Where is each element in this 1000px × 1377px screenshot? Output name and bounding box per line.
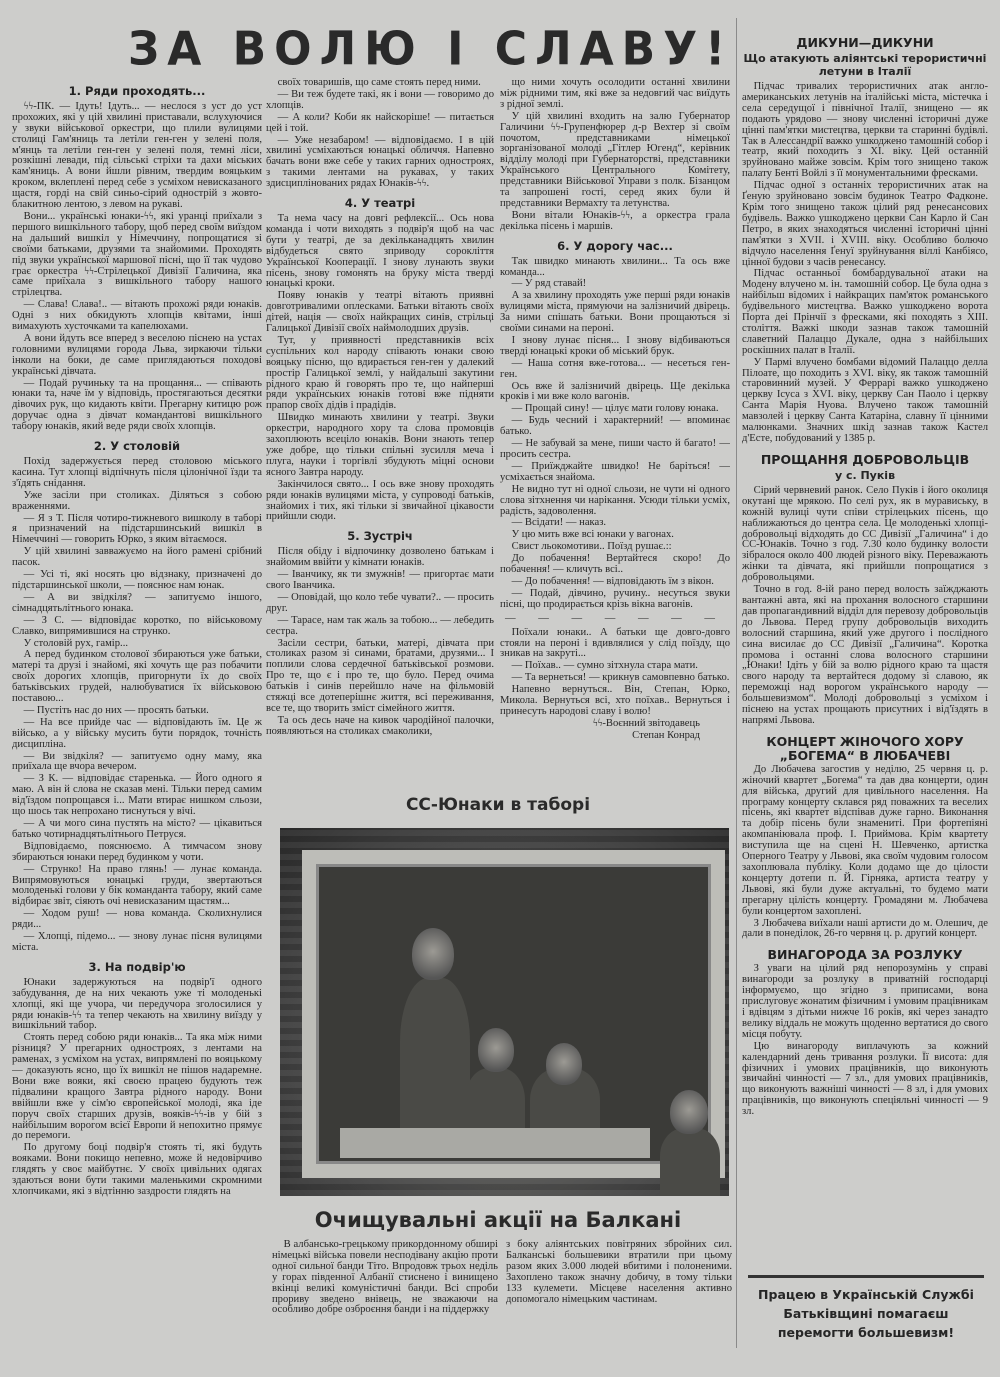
paragraph: В албансько-грецькому прикордонному обширі німецькі війська повели несподівану акцію проти одної сильної банди Тіто. Впродовж трьох неділь у горах південної Албанії стиснено і винищено вкінці великі комуністичні банди. Всі спроби прориву зведено внівець, не зважаючи на особливо добре озброєння банди і на піддержку <box>272 1239 498 1316</box>
paragraph: Похід задержується перед столовою міського касина. Тут хлопці відпічнуть після цілонічної їзди та з'їдять снідання. <box>12 456 262 489</box>
section-heading: 5. Зустріч <box>347 529 413 544</box>
paragraph: Точно в год. 8-ій рано перед волость заїжджають вантажні авта, які на прохання волосного старшини дав пропагандивний відділ для перевозу добровольців до Львова. Перед групу добровольців виходить волосний старшина, який уже другого і послідного сина висилає до СС Дивізії „Галичина“. Коротка промова і останні слова волосного старшини „Юнаки! Ідіть у бій за волю рідного краю та щастя свого народу та вертайтеся додому зі славою, як переможці над ворогом українського народу — большевизмом“. Молоді добровольці з усміхом і піснею на устах прощають присутних і від'їздять в напрямі Львова. <box>742 584 988 726</box>
photo-figure <box>660 1128 720 1196</box>
paragraph: А перед будинком столової збираються уже батьки, матері та друзі і знайомі, які хочуть ще раз побачити своїх дорогих хлопців, пригорнути їх до своїх батьківських грудей, налюбуватися їх військовою поставою... <box>12 649 262 705</box>
paragraph: А за хвилину проходять уже перші ряди юнаків вулицями міста, прямуючи на залізничий двірець. За ними спішать батьки. Вони прощаються зі своїми синами на пероні. <box>500 290 730 335</box>
article-headline: ВИНАГОРОДА ЗА РОЗЛУКУ <box>767 947 963 963</box>
paragraph: — Приїжджайте швидко! Не баріться! — усміхається знайома. <box>500 460 730 483</box>
slogan-divider <box>748 1275 984 1278</box>
paragraph: — До побачення! — відповідають їм з вікон. <box>511 575 714 587</box>
paragraph: — Ви теж будете такі, як і вони — говоримо до хлопців. <box>266 88 494 111</box>
paragraph: — Оповідай, що коло тебе чувати?.. — просить друг. <box>266 591 494 614</box>
article-subheadline: у с. Пуків <box>834 468 896 482</box>
paragraph: Уже засіли при столиках. Діляться з собою враженнями. <box>12 489 262 512</box>
paragraph: А вони йдуть все вперед з веселою піснею на устах головними вулицями города Льва, зиркаючи тільки інколи на боки, де саме приглядаються походові українські дівчата. <box>12 332 262 377</box>
news-photo <box>280 828 729 1196</box>
paragraph: — Ви звідкіля? — запитуємо одну маму, яка приїхала ще вчора вечером. <box>12 750 262 773</box>
paragraph: У цю мить вже всі юнаки у вагонах. <box>511 529 674 541</box>
paragraph: Засіли сестри, батьки, матері, дівчата при столиках разом зі синами, братами, друзями... І поплили слова сердечної батьківської розмови. Про те, що є і про те, що було. Перед очима батьків і синів перейшло наче на фільмовій стяжці все дотеперішнє життя, всі переживання, все те, що творить зміст сімейного життя. <box>266 637 494 714</box>
paragraph: Юнаки задержуються на подвір'ї одного забудування, де на них чекають уже ті молоденькі хлопці, які ще учора, чи передучора зголосилися у ряди юнаків-ϟϟ та тепер чекають на хвилину виїзду у вишкільний табор. <box>12 976 262 1032</box>
balkans-text-right <box>506 1240 732 1305</box>
paragraph: Відповідаємо, пояснюємо. А тимчасом знову збираються юнаки перед будинком у чоти. <box>12 840 262 863</box>
paragraph: З уваги на цілий ряд непорозумінь у справі винагороди за розлуку в приватній господарці інформуємо, що згідно з приписами, вона прислуговує жонатим фізичним і умовим працівникам і вдівцям з дітьми нижче 16 років, які через занадто велику віддаль не можуть щоденно вертатися до свого місця побуту. <box>742 963 988 1040</box>
paragraph: — Я з Т. Після чотиро-тижневого вишколу в таборі я призначений на підстаршинський вишкіл в Німеччині — говорить Юрко, з яким вітаємося. <box>12 512 262 546</box>
paragraph: Поїхали юнаки.. А батьки ще довго-довго стояли на пероні і вдивлялися у слід поїзду, що зникав на закруті... <box>500 626 730 660</box>
paragraph: Стоять перед собою ряди юнаків... Та яка між ними різниця? У прегарних одностроях, з лентами на раменах, з усміхом на устах, випрямлені по вояцькому — доказують ясно, що їх вишкіл не пішов надаремне. Вони вже вояки, які своєю працею будують теж підвалини кращого Завтра рідного народу. Вони ввійшли вже у сім'ю європейської молоді, яка іде поруч своїх старших друзів, вояків-ϟϟ-ів у бій з найбільшим ворогом всієї Европи й непохитно прямує до перемоги. <box>12 1032 262 1142</box>
photo-figure-head <box>546 1043 582 1085</box>
paragraph: Підчас одної з останніх терористичних атак на Ґеную зруйновано зовсім будинок Театро Фадконе. Крім того знищено також цілий ряд ренесансових будівель. Важко ушкоджено церкви Сан Карло й Сан Петро, в яких знаходяться численні історичні цінні пам'ятки з XVII. і XVIII. віку. Особливо болючо відчуло населення Ґенуї зруйнування віллі Канбіясо, цінної будови з часів ренесансу. <box>742 180 988 268</box>
paragraph: — Усі ті, які носять цю відзнаку, призначені до підстаршинської школи, — пояснює нам юнак. <box>12 569 262 591</box>
paragraph: Швидко минають хвилини у театрі. Звуки оркестри, народного хору та слова промовців захоплюють всеціло юнаків. Вони знають тепер уже добре, що тільки спільні зусилля меча і плуга, науки і торгівлі збудують міцні основи ясного Завтра народу. <box>266 412 494 478</box>
paragraph: Ось вже й залізничий двірець. Ще декілька кроків і ми вже коло вагонів. <box>500 380 730 403</box>
paragraph: що ними хочуть осолодити останні хвилини між рідними тим, які вже за недовгий час виїдуть з рідної землі. <box>500 78 730 110</box>
paragraph: — Наша сотня вже-готова... — несеться ген-ген. <box>500 357 730 380</box>
section-heading: 6. У дорогу час... <box>557 238 673 253</box>
paragraph: Сірий червневий ранок. Село Пуків і його околиця окутані ще мрякою. По селі рух, як в муравиську, в кожній вулиці чути співи стрілецьких пісень, що наближаються до центра села. Це молоденькі хлопці-добровольці відходять до СС Дивізії „Галичина“ і до СС-Юнаків. Точно з год. 7.30 коло будинку волости зібралося около 400 людей різного віку. Переважають жінки та дівчата, які прийшли попрощатися з добровольцями. <box>742 484 988 584</box>
paragraph: ϟϟ-ПК. — Ідуть! Ідуть... — неслося з уст до уст прохожих, які у цій хвилині приставали, вслухуючися у звуки військової оркестри, що плили вулицями столиці Гам'яниць та летіли ген-ген у зелені поля, м'янць та летіли ген-ген у зелені поля, темні ліси, розкішні левади, під сільські стріхи та дахи міських кам'яниць. А вони йшли рівним, твердим вояцьким кроком, вклеплені перед себе з усміхом невисказаного щастя, горді на свій синьо-сірий однострій з жовто-блакитною лентою, з левом на рукаві. <box>12 100 262 211</box>
author-signature: ϟϟ-Воєнний звітодавець <box>592 717 700 729</box>
paragraph: Підчас останньої бомбардувальної атаки на Модену влучено м. ін. тамошній собор. Це була одна з найбільш відомих і найкращих пам'яток романського будівельного мистецтва. Важко ушкоджено ворота Порта деі Прінчії з фресками, які походять з XIII. століття. Важкі шкоди зазнав також тамошній славетний Палаццо Дукале, одна з найбільших роскішних палат в Італії. <box>742 268 988 356</box>
column-divider <box>736 18 737 1348</box>
slogan: Працею в Українській Службі Батьківщині помагаєш перемогти большевизм! <box>758 1287 974 1340</box>
paragraph: Та нема часу на довгі рефлексії... Ось нова команда і чоти виходять з подвір'я щоб на час бути у театрі, де за декільканадцять хвилин відбудеться свято зприводу сорокліття Української Кооперації. І знову лунають звуки пісень, знову гомонять на бруку міста тверді юнацькі кроки. <box>266 212 494 290</box>
column-4 <box>742 28 988 1268</box>
paragraph: — З К. — відповідає старенька. — Його одного я маю. А він й слова не сказав мені. Тільки перед самим від'їздом попрощався і... Мати втирає нишком сльози, що шось так непрохано тиснуться у вічі. <box>12 773 262 818</box>
photo-figure <box>400 978 470 1138</box>
paragraph: своїх товаришів, що саме стоять перед ними. <box>277 78 481 88</box>
paragraph: Вони вітали Юнаків-ϟϟ, а оркестра грала декілька пісень і маршів. <box>500 209 730 232</box>
section-heading: 1. Ряди проходять... <box>68 84 206 98</box>
paragraph: Тут, у приявності представників всіх суспільних кол народу співають юнаки свою вояцьку пісню, що вдирається ген-ген у далекий простір Галицької землі, у найдальші закутини рідного краю й говорять про те, що найперші ряди українських юнаків готові вже підняти прапор своїх дідів і прадідів. <box>266 334 494 412</box>
paragraph: Появу юнаків у театрі вітають приявні довготривалими оплесками. Батьки вітають своїх дітей, нація — своїх найкращих синів, стрільці Галицької Дивізії своїх наймолодших друзів. <box>266 290 494 335</box>
section-heading: 3. На подвір'ю <box>88 959 186 974</box>
section-separator: — — — — — — — <box>504 612 726 624</box>
paragraph: — Ходом руш! — нова команда. Сколихнулися ряди... <box>12 908 262 931</box>
paragraph: — Поїхав.. — сумно зітхнула стара мати. <box>511 660 698 672</box>
paragraph: Напевно вернуться.. Він, Степан, Юрко, Микола. Вернуться всі, хто поїхав.. Вернуться і принесуть народові славу і волю! <box>500 684 730 717</box>
column-1 <box>12 78 262 1293</box>
headline-title: ЗА ВОЛЮ І СЛАВУ! <box>128 22 734 77</box>
paragraph: Підчас тривалих терористичних атак англо-американських летунів на італійські міста, містечка і села середущої і північної Італії, знищено — як подають урядово — знову численні історичні дуже цінні пам'ятки мистецтва, церкви та старинні будівлі. Так в Алессандрії важко ушкоджено тамошній собор і театр, який походить з XI. віку. Цей останній зруйновано майже зовсім. Крім того знищено також палату Бенті Войлі з її монументальними фресками. <box>742 81 988 180</box>
paragraph: — Струнко! На право глянь! — лунає команда. Випрямовуються юнацькі груди, звертаються молоденькі голови у бік команданта табору, який саме відбирає звіт, сіяють очі невисказаним щастям... <box>12 863 262 908</box>
photo-figure-head <box>478 1028 514 1072</box>
paragraph: — Всідати! — наказ. <box>511 517 607 529</box>
paragraph: У столовій рух, гамір... <box>23 637 128 649</box>
paragraph: У цій хвилині завважуємо на його рамені срібний пасок. <box>12 546 262 569</box>
paragraph: У Пармі влучено бомбами відомий Палаццо делла Пілоате, що походить з XVI. віку, як також тамошній старовинний музей. У Феррарі важко ушкоджено церкву Ісуса з XVI. віку, церкву Сан Паоло і церкву Санта Марія Нуова. Влучено також тамошній мавзолей і церкву Санта Катаріна, славну її цінними малюнками. Значних шкід зазнав також Кастел д'Есте, побудований у 1385 р. <box>742 356 988 444</box>
paragraph: — У ряд ставай! <box>511 278 587 290</box>
paragraph: — На все прийде час — відповідають їм. Це ж військо, а у війську мусить бути порядок, точність дисципліна. <box>12 716 262 750</box>
paragraph: — Іванчику, як ти змужнів! — пригортає мати свого Іванчика. <box>266 569 494 591</box>
paragraph: Цю винагороду виплачують за кожний календарний день тривання розлуки. Її висота: для фізичних і умових працівників, що виконують звичайні чинності — 7 зл., для умових працівників, що виконують важніші чинності — 8 зл, і для умових працівників, що виконують спеціяльні чинності — 9 зл. <box>742 1040 988 1118</box>
paragraph: До Любачева загостив у неділю, 25 червня ц. р. жіночий квартет „Богема“ та дав два концерти, один для війська, другий для цивільного населення. На програму концерту склався ряд поважних та веселих пісень, які квартет відспівав дуже гарно. Виконання та добір пісень були знамениті. При фортепіяні акомпаніювала проф. І. Приймова. Крім квартету виступила ще на сцені Н. Шевченко, артистка Оперного Театру у Львові, яка своїм чудовим голосом захоплювала публіку. Коли додамо ще до цілости концерту дотепи п. Й. Гірняка, артиста театру у Львові, які були дуже актуальні, то будемо мати прегарну цілість концерту. Громадяни м. Любачева були концертом захоплені. <box>742 763 988 917</box>
author-signature: Степан Конрад <box>632 729 700 741</box>
balkans-headline: Очищувальні акції на Балкані <box>314 1208 682 1232</box>
section-heading: 2. У столовій <box>93 439 181 454</box>
section-heading: 4. У театрі <box>344 196 416 211</box>
paragraph: Вони... українські юнаки-ϟϟ, які уранці приїхали з першого вишкільного табору, щоб перед своїм виїздом на дальший вишкіл у Німеччину, попрощатися зі своїми батьками, друзями та знайомими. Проходять під звуки української маршової пісні, що її так чудово грає оркестра ϟϟ-Стрілецької Дивізії Галичина, яка саме приїхала з вишкільного табору нашого стрілецтва. <box>12 210 262 299</box>
paragraph: — Не забувай за мене, пиши часто й багато! — просить сестра. <box>500 438 730 460</box>
paragraph: — Тарасе, нам так жаль за тобою... — лебедить сестра. <box>266 614 494 637</box>
paragraph: І знову лунає пісня... І знову відбиваються тверді юнацькі кроки об міський брук. <box>500 334 730 357</box>
paragraph: — Уже незабаром! — відповідаємо. І в цій хвилині усміхаються юнацькі обличчя. Напевно бачать вони вже себе у таких гарних одностроях, з такими лентами на рукавах, у таких здисциплінованих рядах Юнаків-ϟϟ. <box>266 134 494 190</box>
photo-window-sill <box>340 1128 650 1158</box>
paragraph: У цій хвилині входить на залю Губернатор Галичини ϟϟ-Групенфюрер д-р Вехтер зі своїм почотом, представниками німецької зорганізованої молоді „Гітлер Югенд“, керівник відділу молоді при Губернаторстві, представники Українського Центрального Комітету, представники Військової Управи з полк. Бізанцом та запрошені гості, серед яких були й представники Вермахту та летунства. <box>500 110 730 209</box>
paragraph: Не видно тут ні одної сльози, не чути ні одного слова зітхнення чи нарікання. Усюди тільки усміх, радість, задоволення. <box>500 483 730 517</box>
paragraph: — Подай, дівчино, ручину.. несуться звуки пісні, що продирається крізь вікна вагонів. <box>500 587 730 610</box>
paragraph: Свист льокомотиви.. Поїзд рушає.:: <box>511 541 672 553</box>
photo-figure-head <box>670 1090 708 1134</box>
paragraph: — Прощай сину! — цілує мати голову юнака. <box>511 403 719 415</box>
paragraph: — Слава! Слава!.. — вітають прохожі ряди юнаків. Одні з них обкидують хлопців квітами, інші вимахують хусточками та капелюхами. <box>12 299 262 333</box>
photo-figure-head <box>412 928 454 980</box>
paragraph: Закінчилося свято... І ось вже знову проходять ряди юнаків вулицями міста, у супроводі батьків, знайомих і тих, які тільки зі звичайної цікавости прийшли сюди. <box>266 478 494 523</box>
paragraph: Після обіду і відпочинку дозволено батькам і знайомим ввійти у кімнати юнаків. <box>266 546 494 569</box>
column-2 <box>266 78 494 793</box>
article-headline: КОНЦЕРТ ЖІНОЧОГО ХОРУ „БОГЕМА“ В ЛЮБАЧЕВІ <box>766 733 964 763</box>
article-subheadline: Що атакують аліянтські терористичні летуни в Італії <box>743 52 987 78</box>
balkans-text-left <box>272 1240 498 1316</box>
paragraph: Та ось десь наче на кивок чародійної палочки, появляються на столиках смаколики, <box>266 714 494 737</box>
photo-headline: СС-Юнаки в таборі <box>405 795 591 815</box>
paragraph: — А ви звідкіля? — запитуємо іншого, сімнадцятьлітнього юнака. <box>12 591 262 614</box>
paragraph: — Пустіть нас до них — просять батьки. <box>23 704 209 716</box>
article-headline: ПРОЩАННЯ ДОБРОВОЛЬЦІВ <box>760 451 970 467</box>
paragraph: — Хлопці, підемо... — знову лунає пісня вулицями міста. <box>12 931 262 953</box>
paragraph: — А чи мого сина пустять на місто? — цікавиться батько чотирнадцятьлітнього Петруся. <box>12 818 262 840</box>
paragraph: з боку аліянтських повітряних збройних сил. Балканські большевики втратили при цьому разом яких 3.000 людей вбитими і полоненими. Захоплено також значну добичу, в тому тільки 133 кулемети. Місцеве населення активно допомогало німецьким частинам. <box>506 1239 732 1305</box>
paragraph: — Будь чесний і характерний! — впоминає батько. <box>500 415 730 438</box>
paragraph: — Подай ручиньку та на прощання... — співають юнаки та, наче їм у відповідь, простягаються десятки дівочих рук, що кидають квіти. Прегарну китицю рож доручає одна з дівчат командантові вишкільного табору юнаків, який веде ряди своїх хлопців. <box>12 377 262 433</box>
paragraph: — З С. — відповідає коротко, по військовому Славко, випрямившися на струнко. <box>12 614 262 637</box>
paragraph: — Та вернеться! — крикнув самовпевно батько. <box>511 672 730 684</box>
article-headline: ДИКУНИ—ДИКУНИ <box>796 35 934 50</box>
column-3 <box>500 78 730 793</box>
paragraph: До побачення! Вертайтеся скоро! До побачення! — кличуть всі.. <box>500 553 730 576</box>
paragraph: З Любачева виїхали наші артисти до м. Олешич, де дали в понеділок, 26-го червня ц. р. другий концерт. <box>742 917 988 940</box>
paragraph: — А коли? Коби як найскоріше! — питається цей і той. <box>266 111 494 134</box>
paragraph: Так швидко минають хвилини... Та ось вже команда... <box>500 255 730 278</box>
paragraph: По другому боці подвір'я стоять ті, які будуть вояками. Вони покищо непевно, може й недовірчиво глядять у своє майбутнє. У своїх цивільних одягах здаються вони бути такими маленькими скромними хлопчиками, які з відтінню заздрости глядять на <box>12 1142 262 1197</box>
